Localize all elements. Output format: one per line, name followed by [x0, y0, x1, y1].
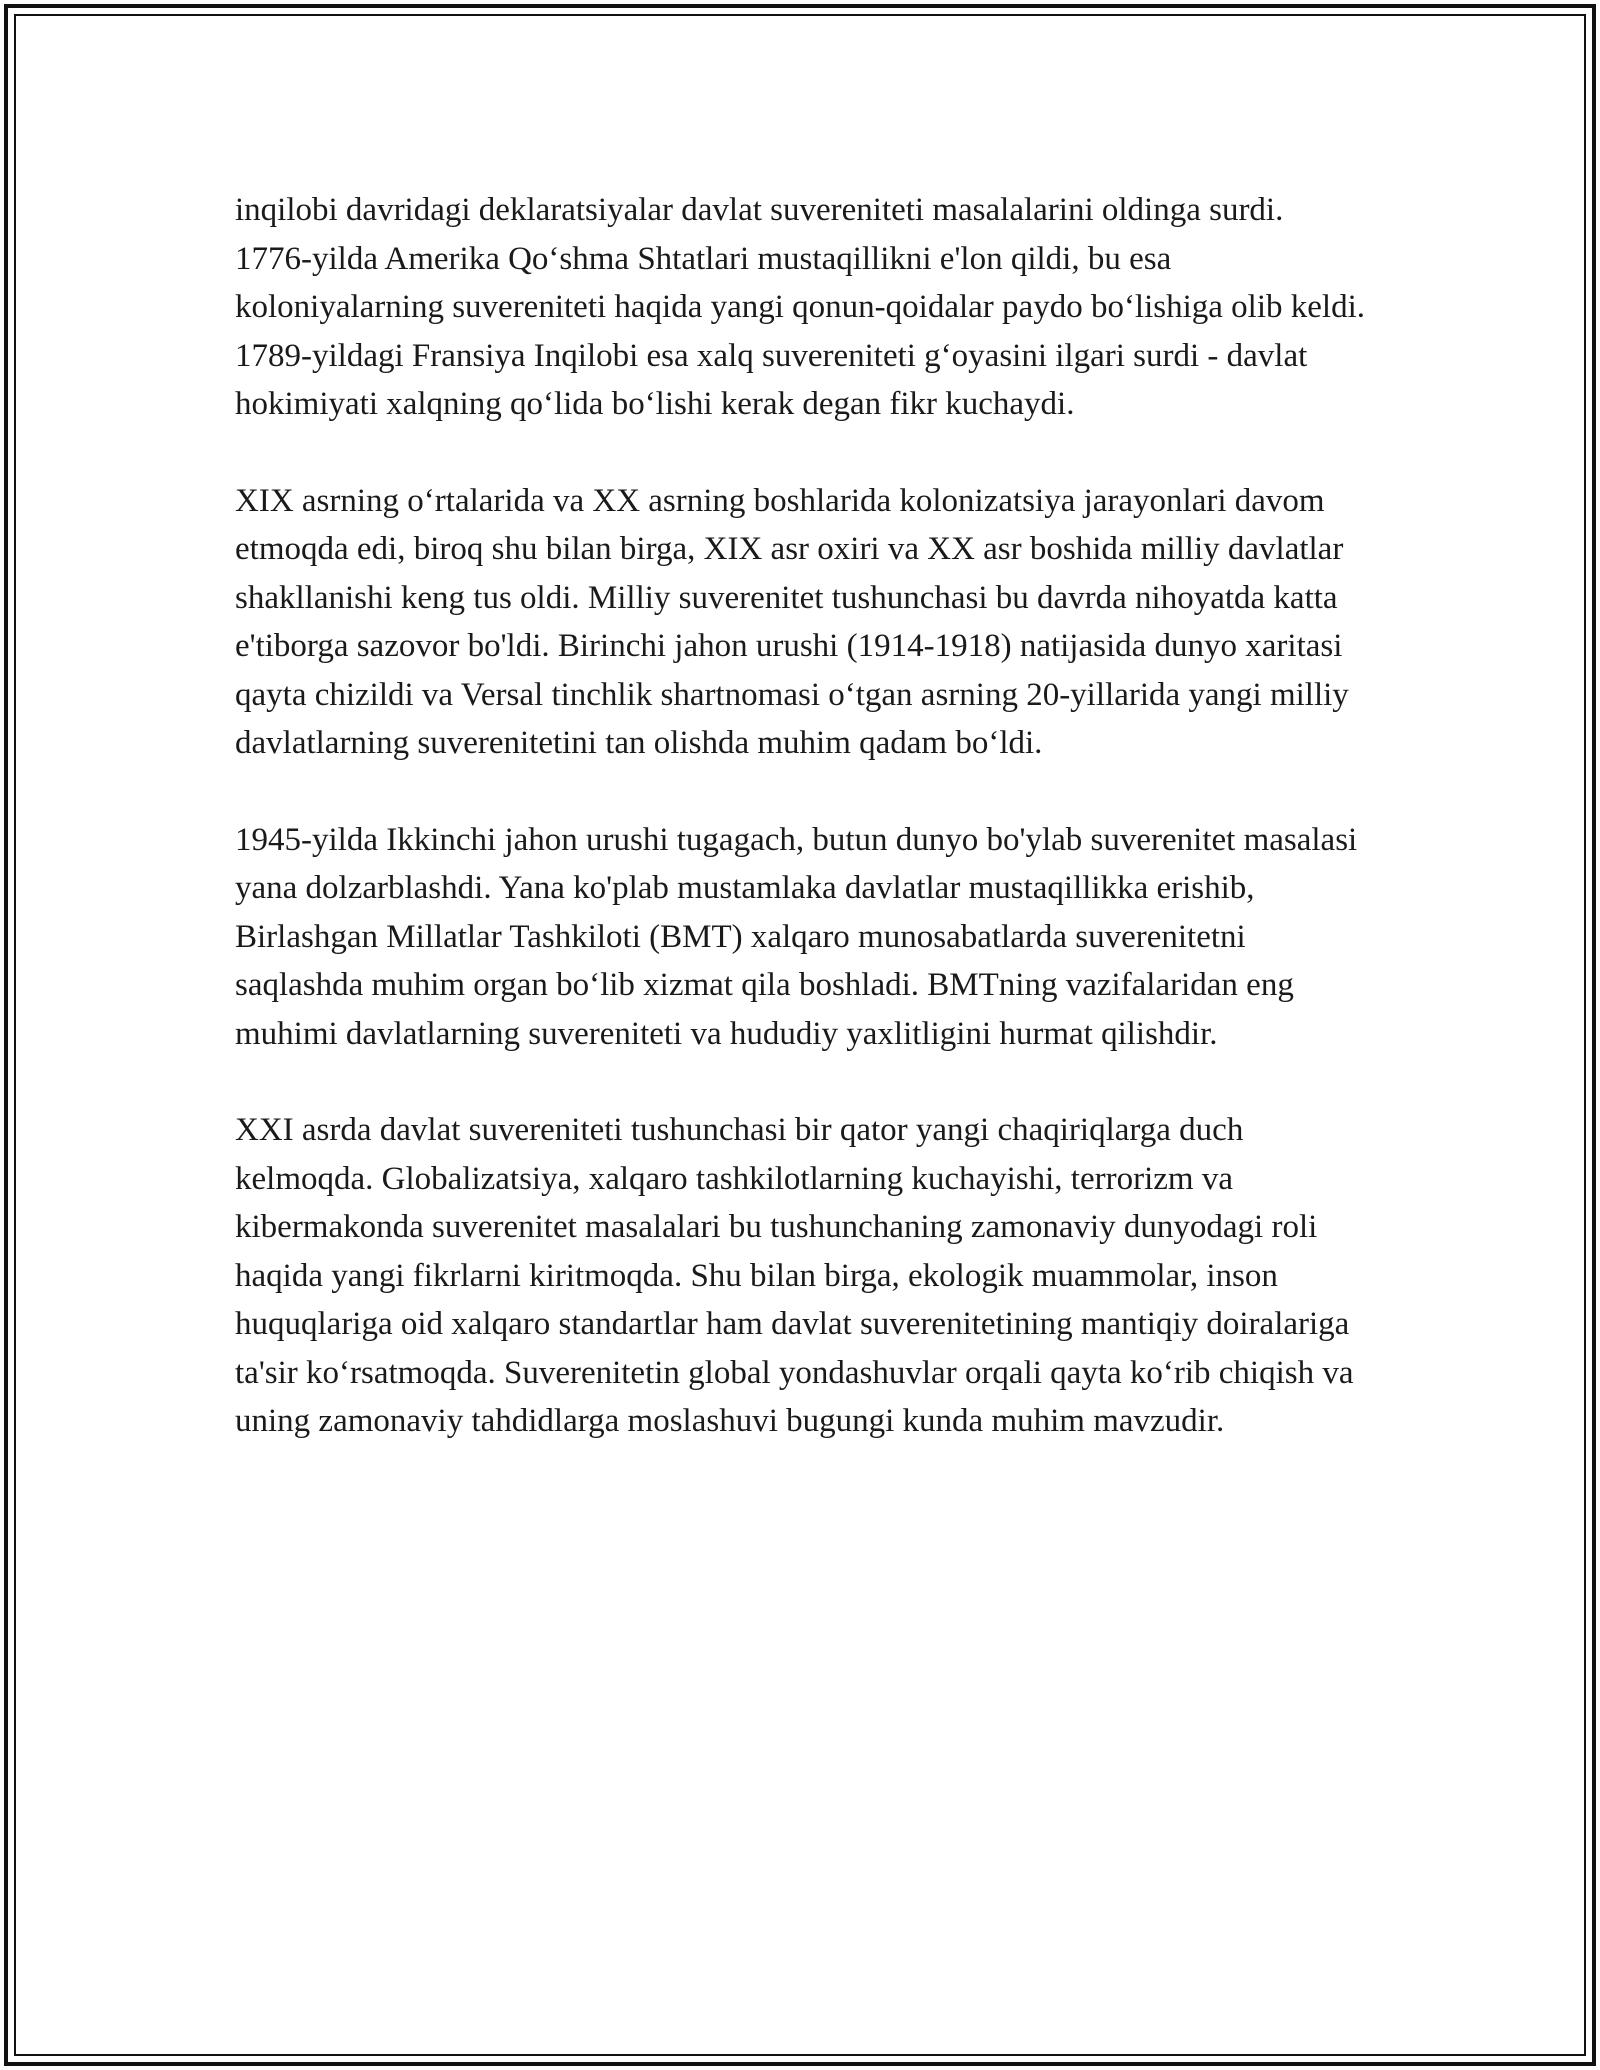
paragraph-national-states: XIX asrning o‘rtalarida va XX asrning boshlarida kolonizatsiya jarayonlari davom etmoqda edi, biroq shu bilan birga, XIX asr oxiri va XX asr boshida milliy davlatlar shakllanishi keng tus oldi. Milliy suverenitet tushunchasi bu davrda nihoyatda katta e'tiborga sazovor bo'ldi. Birinchi jahon urushi (1914-1918) natijasida dunyo xaritasi qayta chizildi va Versal tinchlik shartnomasi o‘tgan asrning 20-yillarida yangi milliy davlatlarning suverenitetini tan olishda muhim qadam bo‘ldi.: [235, 482, 1349, 761]
paragraph-21st-century: XXI asrda davlat suvereniteti tushunchasi bir qator yangi chaqiriqlarga duch kelmoqda. Globalizatsiya, xalqaro tashkilotlarning kuchayishi, terrorizm va kibermakonda suverenitet masalalari bu tushunchaning zamonaviy dunyodagi roli haqida yangi fikrlarni kiritmoqda. Shu bilan birga, ekologik muammolar, inson huquqlariga oid xalqaro standartlar ham davlat suverenitetining mantiqiy doiralariga ta'sir ko‘rsatmoqda. Suverenitetin global yondashuvlar orqali qayta ko‘rib chiqish va uning zamonaviy tahdidlarga moslashuvi bugungi kunda muhim mavzudir.: [235, 1112, 1354, 1439]
paragraph-french-revolution: inqilobi davridagi deklaratsiyalar davlat suvereniteti masalalarini oldinga surdi. 1776-yilda Amerika Qo‘shma Shtatlari mustaqillikni e'lon qildi, bu esa koloniyalarning suvereniteti haqida yangi qonun-qoidalar paydo bo‘lishiga olib keldi. 1789-yildagi Fransiya Inqilobi esa xalq suvereniteti g‘oyasini ilgari surdi - davlat hokimiyati xalqning qo‘lida bo‘lishi kerak degan fikr kuchaydi.: [235, 192, 1365, 422]
document-body: [235, 186, 1365, 1494]
paragraph-un-era: 1945-yilda Ikkinchi jahon urushi tugagach, butun dunyo bo'ylab suverenitet masalasi yana dolzarblashdi. Yana ko'plab mustamlaka davlatlar mustaqillikka erishib, Birlashgan Millatlar Tashkiloti (BMT) xalqaro munosabatlarda suverenitetni saqlashda muhim organ bo‘lib xizmat qila boshladi. BMTning vazifalaridan eng muhimi davlatlarning suvereniteti va hududiy yaxlitligini hurmat qilishdir.: [235, 821, 1358, 1052]
